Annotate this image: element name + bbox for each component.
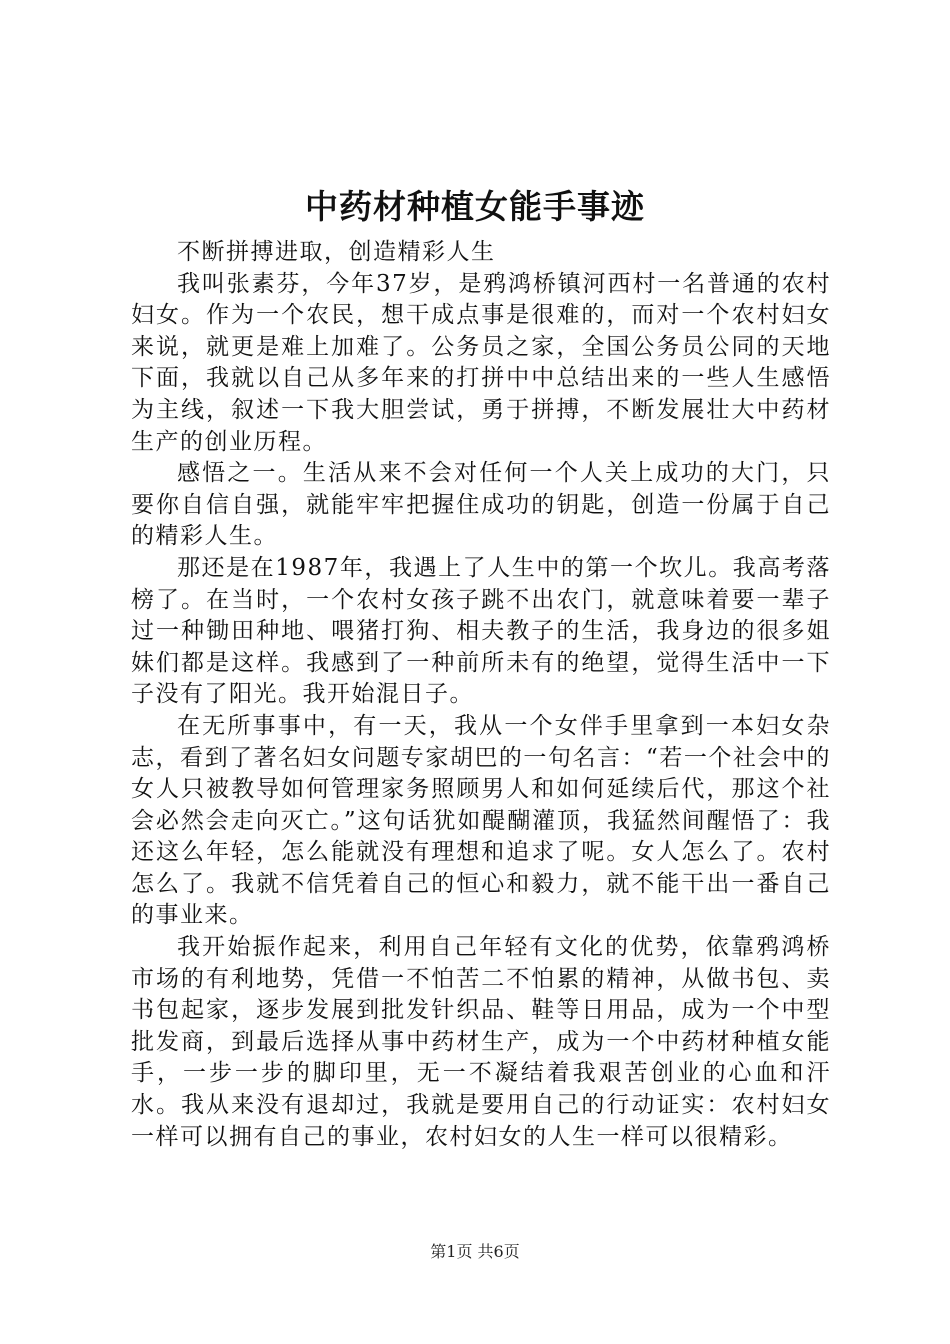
paragraph: 我叫张素芬，今年37岁，是鸦鸿桥镇河西村一名普通的农村妇女。作为一个农民，想干成点事是很难的，而对一个农村妇女来说，就更是难上加难了。公务员之家，全国公务员公同的天地下面，我就以自己从多年来的打拼中中总结出来的一些人生感悟为主线，叙述一下我大胆尝试，勇于拼搏，不断发展壮大中药材生产的创业历程。 [131, 270, 831, 455]
paragraph: 在无所事事中，有一天，我从一个女伴手里拿到一本妇女杂志，看到了著名妇女问题专家胡巴的一句名言：“若一个社会中的女人只被教导如何管理家务照顾男人和如何延续后代，那这个社会必然会走向灭亡。”这句话犹如醍醐灌顶，我猛然间醒悟了：我还这么年轻，怎么能就没有理想和追求了呢。女人怎么了。农村怎么了。我就不信凭着自己的恒心和毅力，就不能干出一番自己的事业来。 [131, 712, 831, 929]
document-body [131, 237, 831, 1153]
paragraph: 感悟之一。生活从来不会对任何一个人关上成功的大门，只要你自信自强，就能牢牢把握住成功的钥匙，创造一份属于自己的精彩人生。 [131, 460, 831, 550]
page-number-footer: 第1页 共6页 [430, 1242, 520, 1261]
paragraph: 我开始振作起来，利用自己年轻有文化的优势，依靠鸦鸿桥市场的有利地势，凭借一不怕苦二不怕累的精神，从做书包、卖书包起家，逐步发展到批发针织品、鞋等日用品，成为一个中型批发商，到最后选择从事中药材生产，成为一个中药材种植女能手，一步一步的脚印里，无一不凝结着我艰苦创业的心血和汗水。我从来没有退却过，我就是要用自己的行动证实：农村妇女一样可以拥有自己的事业，农村妇女的人生一样可以很精彩。 [131, 934, 831, 1150]
document-title: 中药材种植女能手事迹 [305, 187, 645, 226]
paragraph: 那还是在1987年，我遇上了人生中的第一个坎儿。我高考落榜了。在当时，一个农村女孩子跳不出农门，就意味着要一辈子过一种锄田种地、喂猪打狗、相夫教子的生活，我身边的很多姐妹们都是这样。我感到了一种前所未有的绝望，觉得生活中一下子没有了阳光。我开始混日子。 [131, 554, 831, 708]
paragraph-subtitle: 不断拼搏进取，创造精彩人生 [177, 239, 496, 265]
